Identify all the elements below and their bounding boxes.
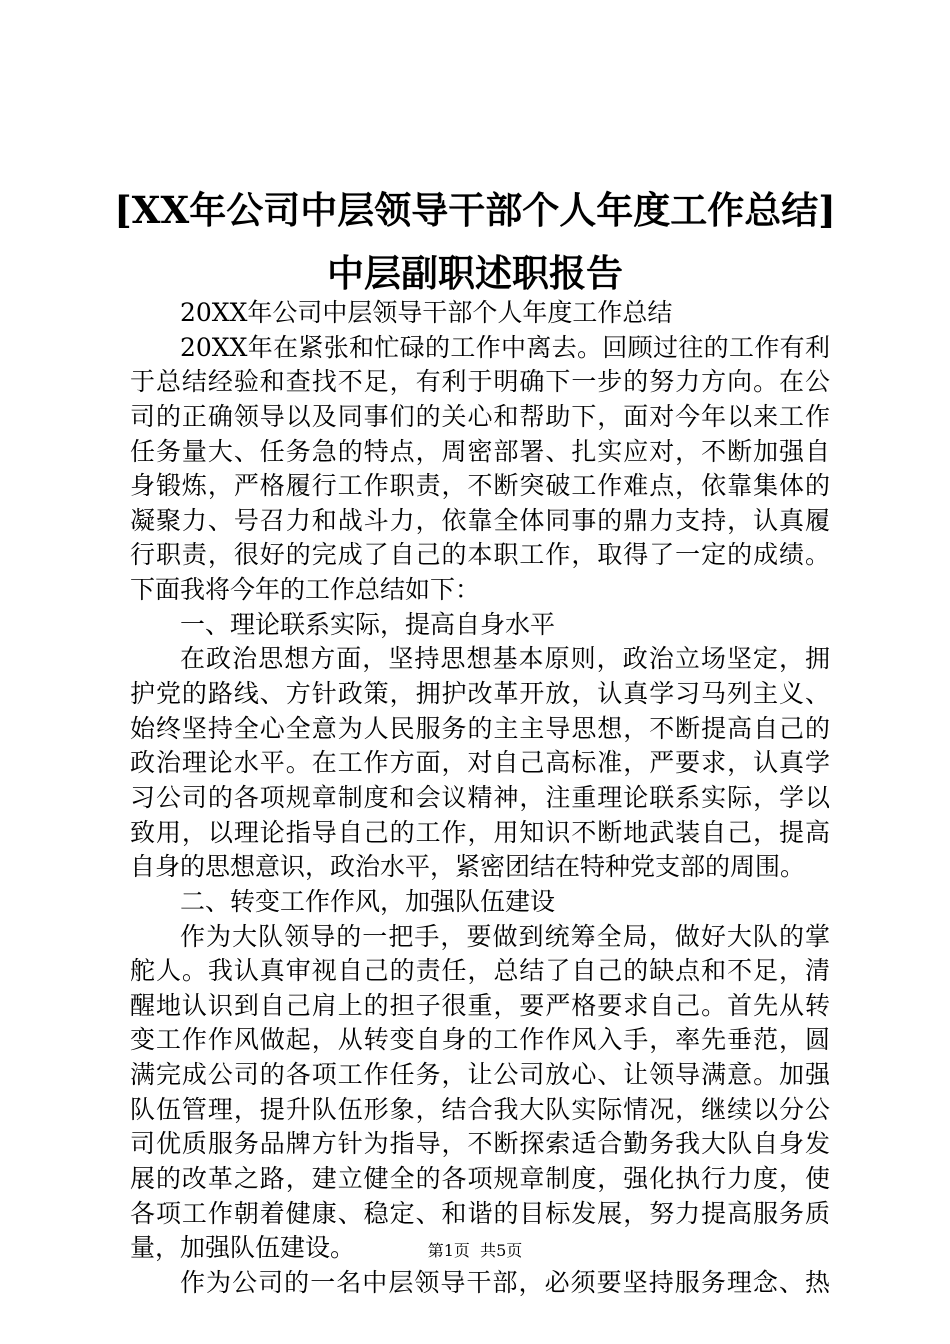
document-body: [130, 296, 830, 1301]
body-line: 20XX年公司中层领导干部个人年度工作总结: [180, 298, 673, 327]
body-line: 凝聚力、号召力和战斗力，依靠全体同事的鼎力支持，认真履: [130, 505, 830, 535]
section-heading: 一、理论联系实际，提高自身水平: [180, 609, 556, 639]
body-line: 作为大队领导的一把手，要做到统筹全局，做好大队的掌: [180, 921, 830, 951]
body-line: 20XX年在紧张和忙碌的工作中离去。回顾过往的工作有利: [180, 332, 830, 362]
body-line: 在政治思想方面，坚持思想基本原则，政治立场坚定，拥: [180, 644, 830, 674]
body-line: 行职责，很好的完成了自己的本职工作，取得了一定的成绩。: [130, 540, 830, 570]
body-line: 舵人。我认真审视自己的责任，总结了自己的缺点和不足，清: [130, 956, 830, 986]
body-line: 自身的思想意识，政治水平，紧密团结在特种党支部的周围。: [130, 852, 806, 882]
body-line: 于总结经验和查找不足，有利于明确下一步的努力方向。在公: [130, 367, 830, 397]
body-line: 量，加强队伍建设。: [130, 1233, 356, 1263]
body-line: 护党的路线、方针政策，拥护改革开放，认真学习马列主义、: [130, 679, 830, 709]
body-line: 下面我将今年的工作总结如下：: [130, 575, 481, 605]
body-line: 习公司的各项规章制度和会议精神，注重理论联系实际，学以: [130, 782, 830, 812]
body-line: 任务量大、任务急的特点，周密部署、扎实应对，不断加强自: [130, 436, 830, 466]
body-line: 司优质服务品牌方针为指导，不断探索适合勤务我大队自身发: [130, 1129, 830, 1159]
body-line: 身锻炼，严格履行工作职责，不断突破工作难点，依靠集体的: [130, 471, 830, 501]
body-line: 作为公司的一名中层领导干部，必须要坚持服务理念、热: [180, 1267, 830, 1297]
body-line: 致用，以理论指导自己的工作，用知识不断地武装自己，提高: [130, 817, 830, 847]
body-line: 变工作作风做起，从转变自身的工作作风入手，率先垂范，圆: [130, 1025, 830, 1055]
section-heading: 二、转变工作作风，加强队伍建设: [180, 886, 556, 916]
body-line: 满完成公司的各项工作任务，让公司放心、让领导满意。加强: [130, 1060, 830, 1090]
document-title-line2: 中层副职述职报告: [327, 251, 623, 295]
body-line: 政治理论水平。在工作方面，对自己高标准，严要求，认真学: [130, 748, 830, 778]
body-line: 醒地认识到自己肩上的担子很重，要严格要求自己。首先从转: [130, 990, 830, 1020]
document-title-line1: [XX年公司中层领导干部个人年度工作总结]: [114, 188, 836, 232]
body-line: 展的改革之路，建立健全的各项规章制度，强化执行力度，使: [130, 1164, 830, 1194]
body-line: 司的正确领导以及同事们的关心和帮助下，面对今年以来工作: [130, 401, 830, 431]
page-footer: 第1页 共5页: [427, 1241, 523, 1260]
body-line: 各项工作朝着健康、稳定、和谐的目标发展，努力提高服务质: [130, 1198, 830, 1228]
body-line: 始终坚持全心全意为人民服务的主主导思想，不断提高自己的: [130, 713, 830, 743]
body-line: 队伍管理，提升队伍形象，结合我大队实际情况，继续以分公: [130, 1094, 830, 1124]
